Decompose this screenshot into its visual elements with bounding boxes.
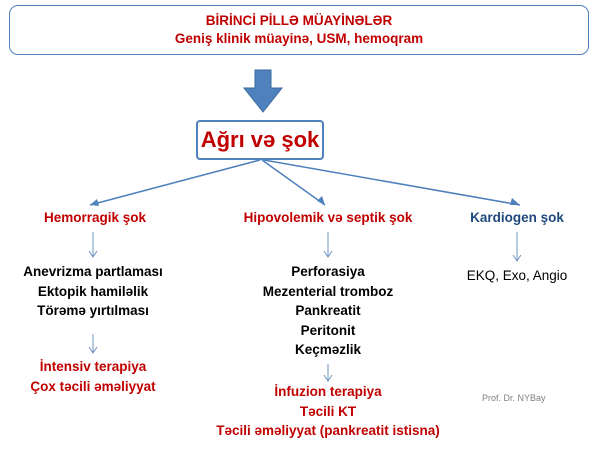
first-stage-box	[9, 5, 589, 55]
action-item: İnfuzion terapiya	[274, 384, 382, 399]
big-down-arrow	[244, 70, 282, 112]
cause-item: Pankreatit	[295, 303, 361, 318]
branch-title-cardiogenic: Kardiogen şok	[470, 210, 564, 225]
branch-title-hypovolemic: Hipovolemik və septik şok	[243, 210, 413, 225]
cause-item: Mezenterial tromboz	[262, 283, 394, 299]
cause-item: Törəmə yırtılması	[37, 303, 149, 318]
cause-item: Perforasiya	[291, 264, 365, 279]
pain-shock-box: Ağrı və şok	[196, 120, 324, 160]
hypovolemic-causes	[238, 262, 418, 360]
author-credit: Prof. Dr. NYBay	[482, 393, 546, 403]
cause-item: Ektopik hamiləlik	[37, 283, 149, 299]
action-item: İntensiv terapiya	[39, 359, 147, 374]
cause-item: Anevrizma partlaması	[23, 264, 163, 279]
cardiogenic-tests: EKQ, Exo, Angio	[466, 268, 568, 283]
hypovolemic-actions	[198, 382, 458, 441]
action-item: Çox təcili əməliyyat	[30, 378, 156, 394]
first-stage-subtitle: Geniş klinik müayinə, USM, hemoqram	[174, 31, 424, 46]
hemorrhagic-causes	[10, 262, 176, 321]
branch-title-hemorrhagic: Hemorragik şok	[43, 210, 147, 225]
branch-arrow-left	[90, 160, 260, 205]
cause-item: Keçməzlik	[294, 342, 362, 357]
action-item: Təcili əməliyyat (pankreatit istisna)	[216, 423, 440, 438]
branch-arrow-middle	[262, 160, 325, 205]
cause-item: Peritonit	[300, 322, 356, 338]
hemorrhagic-actions	[10, 357, 176, 396]
action-item: Təcili KT	[299, 403, 357, 419]
branch-arrow-right	[264, 160, 520, 205]
first-stage-title: BİRİNCİ PİLLƏ MÜAYİNƏLƏR	[205, 13, 393, 28]
